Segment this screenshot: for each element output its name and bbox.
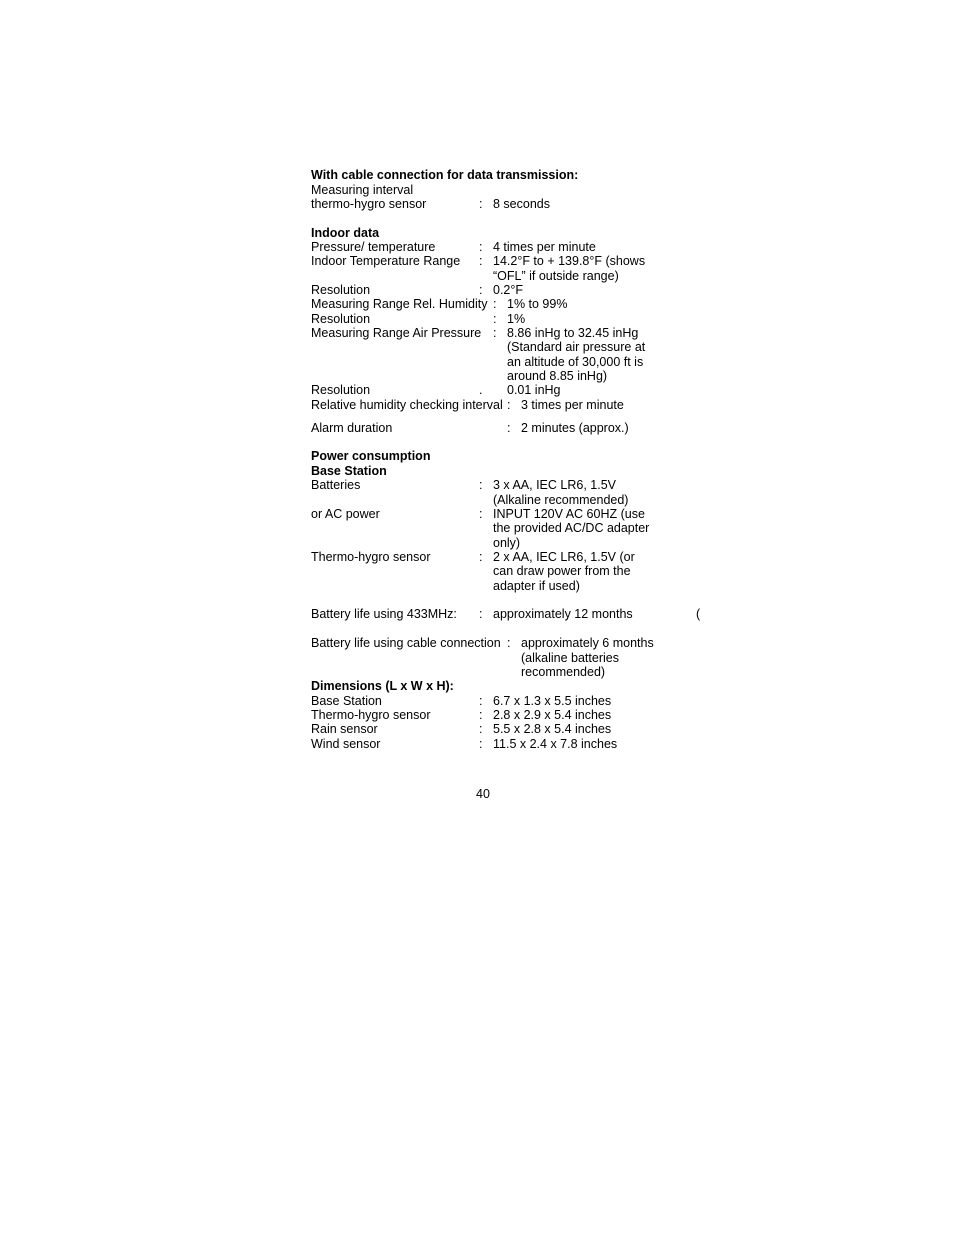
spec-value: can draw power from the [493, 564, 631, 578]
spec-value: “OFL” if outside range) [493, 269, 619, 283]
spec-label: Measuring interval [311, 183, 414, 197]
spec-value: 11.5 x 2.4 x 7.8 inches [493, 737, 618, 751]
spec-value: adapter if used) [493, 579, 580, 593]
colon-separator: : [479, 722, 483, 736]
spec-value: (Alkaline recommended) [493, 493, 629, 507]
spec-value: recommended) [521, 665, 606, 679]
section-heading-cable: With cable connection for data transmission: [311, 168, 579, 182]
spec-value: (alkaline batteries [521, 651, 619, 665]
spec-label: Measuring Range Air Pressure [311, 326, 482, 340]
spec-label: Resolution [311, 312, 371, 326]
spec-value: (Standard air pressure at [507, 340, 646, 354]
colon-separator: : [479, 283, 483, 297]
spec-value: 0.2°F [493, 283, 524, 297]
spec-label: Thermo-hygro sensor [311, 708, 431, 722]
colon-separator: : [479, 607, 483, 621]
colon-separator: : [479, 507, 483, 521]
colon-separator: : [479, 708, 483, 722]
section-heading-indoor: Indoor data [311, 226, 380, 240]
spec-value: 3 x AA, IEC LR6, 1.5V [493, 478, 616, 492]
colon-separator: : [479, 240, 483, 254]
spec-value: 4 times per minute [493, 240, 596, 254]
spec-label: or AC power [311, 507, 380, 521]
spec-value: around 8.85 inHg) [507, 369, 608, 383]
colon-separator: : [479, 254, 483, 268]
colon-separator: : [479, 478, 483, 492]
section-subheading-base-station: Base Station [311, 464, 387, 478]
spec-label: Thermo-hygro sensor [311, 550, 431, 564]
dot-separator: . [479, 383, 483, 397]
colon-separator: : [507, 398, 511, 412]
colon-separator: : [493, 312, 497, 326]
spec-value: 1% to 99% [507, 297, 568, 311]
colon-separator: : [507, 636, 511, 650]
spec-value: 2 x AA, IEC LR6, 1.5V (or [493, 550, 635, 564]
spec-label: Rain sensor [311, 722, 378, 736]
colon-separator: : [479, 737, 483, 751]
colon-separator: : [493, 326, 497, 340]
colon-separator: : [479, 694, 483, 708]
colon-separator: : [479, 550, 483, 564]
spec-value: 6.7 x 1.3 x 5.5 inches [493, 694, 612, 708]
colon-separator: : [479, 197, 483, 211]
spec-label: Relative humidity checking interval [311, 398, 503, 412]
colon-separator: : [493, 297, 497, 311]
spec-value: approximately 12 months [493, 607, 633, 621]
spec-value: 8 seconds [493, 197, 550, 211]
spec-value: INPUT 120V AC 60HZ (use [493, 507, 645, 521]
section-heading-dimensions: Dimensions (L x W x H): [311, 679, 454, 693]
spec-value: an altitude of 30,000 ft is [507, 355, 644, 369]
spec-value: the provided AC/DC adapter [493, 521, 650, 535]
spec-label: Alarm duration [311, 421, 393, 435]
stray-mark: ( [696, 607, 701, 621]
spec-label: Battery life using cable connection [311, 636, 501, 650]
spec-label: Indoor Temperature Range [311, 254, 461, 268]
spec-label: Pressure/ temperature [311, 240, 436, 254]
spec-value: 2.8 x 2.9 x 5.4 inches [493, 708, 612, 722]
spec-label: Measuring Range Rel. Humidity [311, 297, 488, 311]
spec-value: approximately 6 months [521, 636, 654, 650]
spec-label: Resolution [311, 283, 371, 297]
spec-value: 2 minutes (approx.) [521, 421, 629, 435]
spec-label: thermo-hygro sensor [311, 197, 427, 211]
spec-label: Battery life using 433MHz: [311, 607, 457, 621]
page-number: 40 [476, 787, 490, 801]
spec-label: Base Station [311, 694, 382, 708]
section-heading-power: Power consumption [311, 449, 431, 463]
spec-label: Wind sensor [311, 737, 381, 751]
spec-value: 14.2°F to + 139.8°F (shows [493, 254, 646, 268]
colon-separator: : [507, 421, 511, 435]
spec-value: 8.86 inHg to 32.45 inHg [507, 326, 639, 340]
spec-value: 5.5 x 2.8 x 5.4 inches [493, 722, 612, 736]
spec-value: 0.01 inHg [507, 383, 561, 397]
spec-value: only) [493, 536, 521, 550]
spec-value: 1% [507, 312, 526, 326]
spec-value: 3 times per minute [521, 398, 624, 412]
spec-label: Resolution [311, 383, 371, 397]
spec-label: Batteries [311, 478, 361, 492]
